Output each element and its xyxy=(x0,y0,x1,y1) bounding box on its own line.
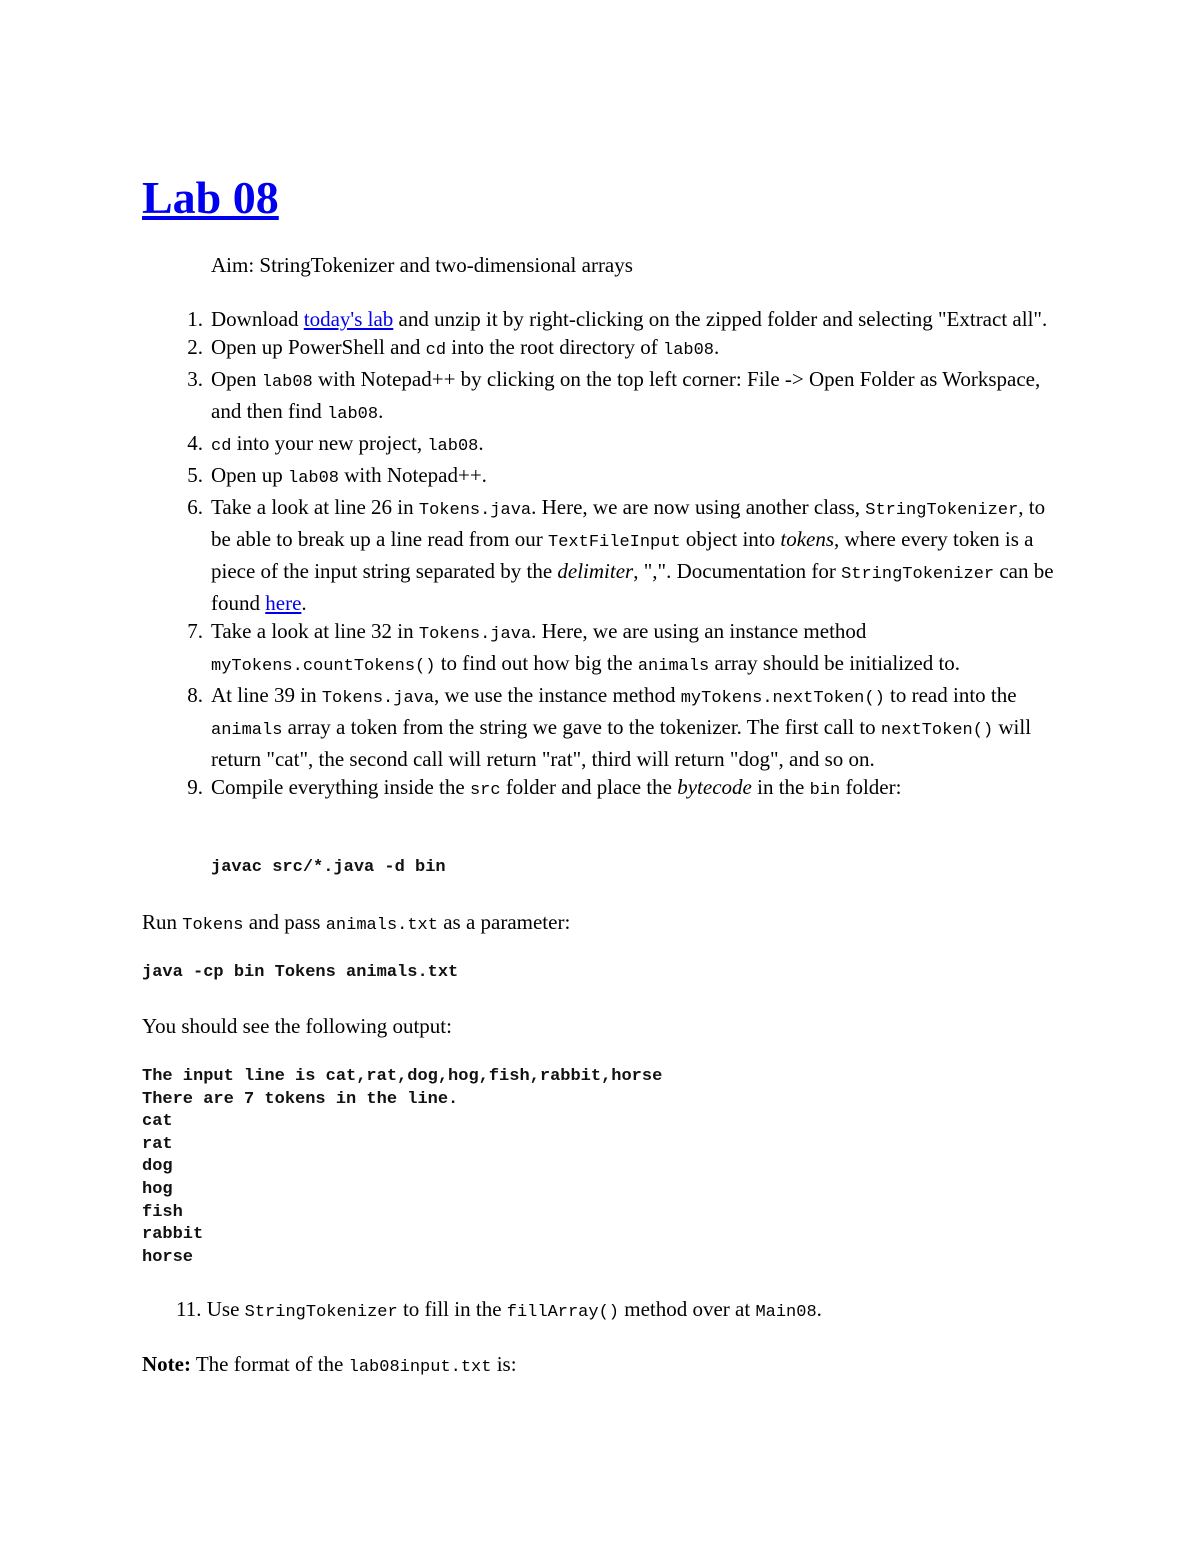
paragraph-text: as a parameter: xyxy=(437,910,571,934)
output-line: There are 7 tokens in the line. xyxy=(142,1089,459,1109)
step-text: Open up PowerShell and xyxy=(211,335,426,359)
step-text: into your new project, xyxy=(231,431,428,455)
output-intro: You should see the following output: xyxy=(142,1014,452,1038)
step-text: Open xyxy=(211,367,262,391)
inline-code: cd xyxy=(211,437,232,456)
aim-text: Aim: StringTokenizer and two-dimensional arrays xyxy=(211,253,633,277)
step-number: 9. xyxy=(187,775,203,799)
inline-code: lab08input.txt xyxy=(348,1358,492,1377)
paragraph-text: The format of the xyxy=(190,1352,349,1376)
inline-code: myTokens.nextToken() xyxy=(680,689,885,708)
title-link[interactable]: Lab 08 xyxy=(142,172,279,223)
note-label: Note: xyxy=(142,1352,191,1376)
todays-lab-link[interactable]: today's lab xyxy=(303,307,394,331)
inline-code: Tokens.java xyxy=(321,689,435,708)
output-line: cat xyxy=(142,1112,173,1132)
step-text: array should be initialized to. xyxy=(709,651,961,675)
step-text: , ",". Documentation for xyxy=(633,559,842,583)
step-text: folder: xyxy=(840,775,902,799)
step-text: to find out how big the xyxy=(435,651,638,675)
step-text: Download xyxy=(211,307,304,331)
step-text: Compile everything inside the xyxy=(211,775,470,799)
step-text: into the root directory of xyxy=(446,335,663,359)
inline-code: animals xyxy=(637,657,710,676)
step-text: . xyxy=(816,1297,822,1321)
inline-code: animals xyxy=(211,721,283,740)
step-9 xyxy=(187,773,1061,805)
inline-code: nextToken() xyxy=(880,721,994,740)
output-line: rabbit xyxy=(142,1225,204,1245)
step-text: Take a look at line 26 in xyxy=(211,495,419,519)
step-text: object into xyxy=(680,527,781,551)
output-line: The input line is cat,rat,dog,hog,fish,rabbit,horse xyxy=(142,1067,663,1086)
step-text: , we use the instance method xyxy=(434,683,681,707)
step-text: can be found xyxy=(211,559,1054,615)
step-number: 7. xyxy=(187,619,203,643)
step-text: . Here, we are using an instance method xyxy=(531,619,867,643)
step-text: array a token from the string we gave to the tokenizer. The first call to xyxy=(282,715,881,739)
output-line: fish xyxy=(142,1202,183,1222)
paragraph-text: Run xyxy=(142,910,183,934)
step-text: in the xyxy=(751,775,810,799)
step-number: 11. xyxy=(176,1297,202,1321)
run-command: java -cp bin Tokens animals.txt xyxy=(142,963,459,982)
steps-list xyxy=(0,305,1061,805)
italic-term: delimiter xyxy=(557,559,634,583)
step-text: to fill in the xyxy=(397,1297,507,1321)
output-line: hog xyxy=(142,1179,173,1199)
inline-code: myTokens.countTokens() xyxy=(211,657,436,676)
step-text: . xyxy=(301,591,307,615)
inline-code: Tokens xyxy=(182,916,244,935)
step-text: , to be able to break up a line read from our xyxy=(211,495,1046,551)
paragraph-text: and pass xyxy=(243,910,326,934)
inline-code: StringTokenizer xyxy=(841,565,995,584)
step-text: , where every token is a piece of the input string separated by the xyxy=(211,527,1034,583)
step-text: Use xyxy=(201,1297,245,1321)
step-3 xyxy=(187,365,1061,429)
step-8 xyxy=(187,681,1061,773)
step-number: 1. xyxy=(187,307,203,331)
step-5 xyxy=(187,461,1061,493)
step-text: At line 39 in xyxy=(211,683,322,707)
inline-code: lab08 xyxy=(261,373,313,392)
inline-code: Tokens.java xyxy=(418,625,532,644)
inline-code: Main08 xyxy=(755,1303,817,1322)
inline-code: Tokens.java xyxy=(418,501,532,520)
italic-term: bytecode xyxy=(677,775,752,799)
paragraph-text: is: xyxy=(491,1352,517,1376)
inline-code: StringTokenizer xyxy=(865,501,1019,520)
inline-code: bin xyxy=(809,781,841,800)
inline-code: StringTokenizer xyxy=(244,1303,398,1322)
step-11 xyxy=(176,1295,822,1327)
step-2 xyxy=(187,333,1061,365)
step-number: 6. xyxy=(187,495,203,519)
step-text: . Here, we are now using another class, xyxy=(531,495,866,519)
step-number: 4. xyxy=(187,431,203,455)
step-number: 8. xyxy=(187,683,203,707)
inline-code: fillArray() xyxy=(506,1303,619,1322)
note-paragraph xyxy=(142,1350,517,1382)
inline-code: src xyxy=(469,781,501,800)
step-number: 5. xyxy=(187,463,203,487)
step-text: Open up xyxy=(211,463,288,487)
output-line: horse xyxy=(142,1247,194,1267)
inline-code: animals.txt xyxy=(325,916,438,935)
step-number: 3. xyxy=(187,367,203,391)
step-6 xyxy=(187,493,1061,617)
step-text: . xyxy=(714,335,720,359)
inline-code: lab08 xyxy=(663,341,715,360)
step-text: method over at xyxy=(618,1297,756,1321)
step-text: with Notepad++. xyxy=(339,463,487,487)
documentation-here-link[interactable]: here xyxy=(265,591,302,615)
italic-term: tokens xyxy=(780,527,835,551)
step-text: with Notepad++ by clicking on the top left corner: File -> Open Folder as Workspace, and then find xyxy=(211,367,1041,423)
page-title[interactable] xyxy=(142,168,279,228)
step-1 xyxy=(187,305,1061,333)
inline-code: cd xyxy=(425,341,447,360)
inline-code: lab08 xyxy=(427,437,479,456)
output-line: rat xyxy=(142,1134,173,1154)
step-text: folder and place the xyxy=(500,775,678,799)
inline-code: lab08 xyxy=(327,405,379,424)
step-number: 2. xyxy=(187,335,203,359)
inline-code: TextFileInput xyxy=(548,533,681,552)
step-text: will return "cat", the second call will return "rat", third will return "dog", and so on. xyxy=(211,715,1032,771)
step-text: and unzip it by right-clicking on the zipped folder and selecting "Extract all". xyxy=(393,307,1048,331)
step-7 xyxy=(187,617,1061,681)
run-instruction xyxy=(142,908,570,940)
step-text: Take a look at line 32 in xyxy=(211,619,419,643)
step-text: . xyxy=(378,399,384,423)
program-output xyxy=(142,1066,662,1269)
compile-command: javac src/*.java -d bin xyxy=(211,858,446,877)
step-4 xyxy=(187,429,1061,461)
inline-code: lab08 xyxy=(288,469,340,488)
step-text: . xyxy=(478,431,484,455)
step-text: to read into the xyxy=(884,683,1017,707)
output-line: dog xyxy=(142,1157,173,1177)
